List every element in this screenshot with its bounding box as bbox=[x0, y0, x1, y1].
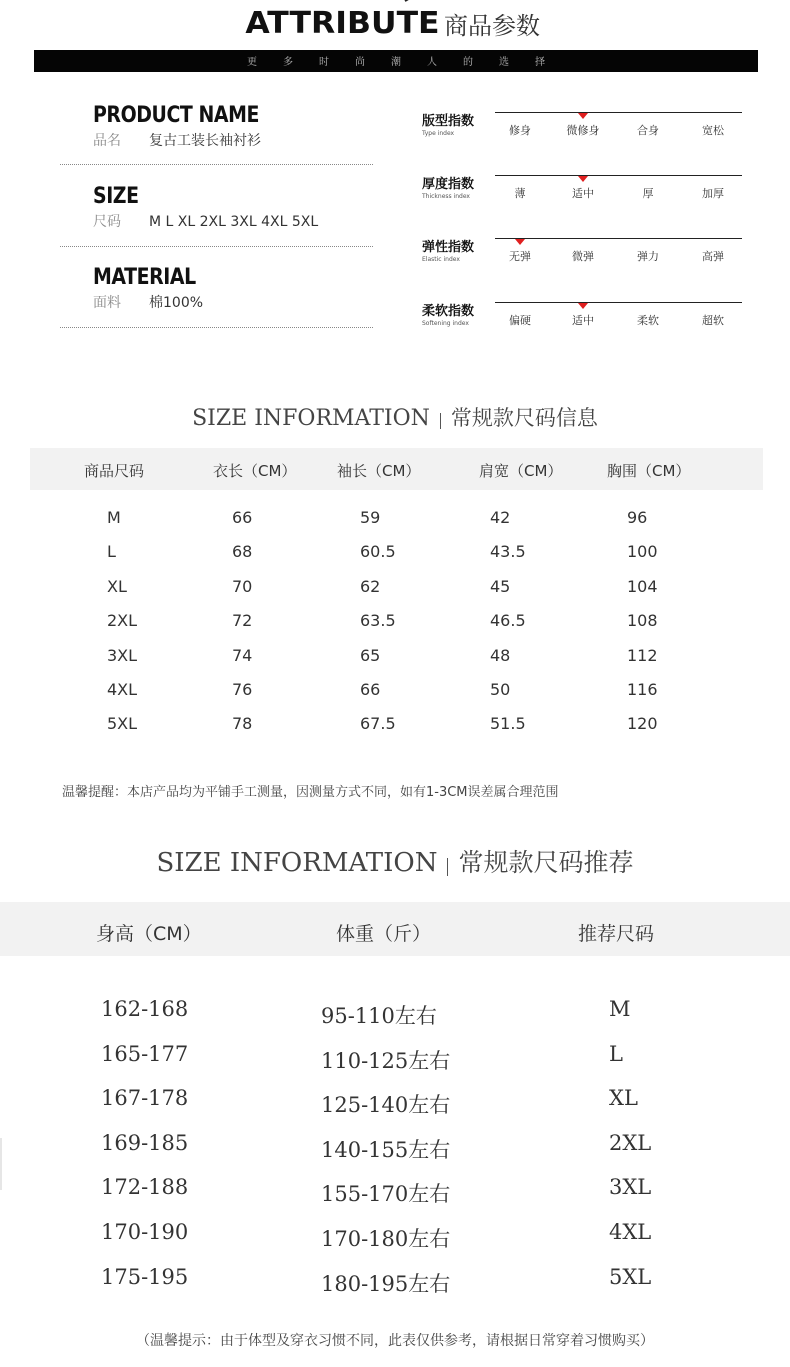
divider bbox=[60, 164, 373, 165]
index-option: 宽松 bbox=[702, 124, 724, 137]
size-recommend-title bbox=[0, 843, 790, 879]
size-table-cell: 59 bbox=[360, 508, 381, 527]
recommend-table-header: 推荐尺码 bbox=[578, 923, 655, 945]
index-title-zh: 厚度指数 bbox=[422, 177, 475, 192]
size-table-cell: 66 bbox=[232, 508, 253, 527]
size-table-cell: 2XL bbox=[107, 611, 138, 631]
size-table-cell: 74 bbox=[232, 645, 253, 665]
index-option: 柔软 bbox=[637, 314, 659, 327]
index-option: 适中 bbox=[572, 187, 594, 200]
size-table-cell: 68 bbox=[232, 542, 253, 562]
size-recommend-title-zh: 常规款尺码推荐 bbox=[458, 848, 634, 877]
size-table-cell: 62 bbox=[360, 576, 381, 596]
attr-material-title: MATERIAL bbox=[93, 265, 196, 290]
recommend-table-cell: 125-140左右 bbox=[321, 1093, 451, 1118]
recommend-table-cell: 4XL bbox=[609, 1220, 652, 1244]
recommend-table-cell: 172-188 bbox=[101, 1175, 189, 1200]
index-title bbox=[422, 300, 474, 327]
index-option: 微弹 bbox=[572, 250, 594, 263]
recommend-table-cell: 162-168 bbox=[101, 997, 189, 1021]
index-title-zh: 柔软指数 bbox=[422, 304, 475, 319]
index-title-en: Type index bbox=[422, 130, 455, 137]
size-info-title bbox=[0, 402, 790, 432]
size-table-header: 肩宽（CM） bbox=[479, 462, 563, 480]
attr-product-name-value: 复古工装长袖衬衫 bbox=[149, 133, 261, 149]
size-table-cell: 3XL bbox=[107, 645, 138, 665]
size-table-cell: 4XL bbox=[107, 680, 138, 699]
size-table-cell: 65 bbox=[360, 645, 381, 665]
title-separator bbox=[447, 858, 448, 876]
index-selected-marker bbox=[578, 303, 588, 309]
recommend-table-header: 体重（斤） bbox=[336, 923, 432, 945]
index-title bbox=[422, 236, 474, 263]
index-option: 超软 bbox=[702, 314, 724, 327]
index-selected-marker bbox=[578, 113, 588, 119]
divider bbox=[60, 327, 373, 328]
index-scale-line bbox=[495, 238, 742, 239]
size-table-header: 衣长（CM） bbox=[213, 462, 297, 480]
size-table-cell: 78 bbox=[232, 714, 253, 734]
index-option: 高弹 bbox=[702, 250, 724, 263]
index-option: 修身 bbox=[509, 124, 531, 137]
edge-mark bbox=[0, 1138, 2, 1190]
size-info-title-zh: 常规款尺码信息 bbox=[450, 406, 598, 430]
recommend-table-cell: 167-178 bbox=[101, 1086, 189, 1111]
recommend-table-header: 身高（CM） bbox=[96, 923, 202, 945]
index-selected-marker bbox=[515, 239, 525, 245]
recommend-table-cell: 180-195左右 bbox=[321, 1271, 451, 1296]
recommend-table-cell: 140-155左右 bbox=[321, 1137, 451, 1162]
recommend-table-cell: 169-185 bbox=[101, 1130, 189, 1155]
index-title bbox=[422, 110, 474, 137]
size-table-cell: 108 bbox=[627, 611, 658, 631]
index-title-en: Softening index bbox=[422, 320, 469, 327]
attr-size-label: 尺码 bbox=[93, 214, 121, 230]
size-info-note: 温馨提醒：本店产品均为平铺手工测量，因测量方式不同，如有1-3CM误差属合理范围 bbox=[62, 785, 559, 800]
size-table-cell: 116 bbox=[627, 680, 658, 699]
index-option: 加厚 bbox=[702, 187, 724, 200]
recommend-table-cell: 170-180左右 bbox=[321, 1227, 451, 1251]
header-title-en: ATTRIBUTE bbox=[245, 6, 440, 41]
size-info-title-en: SIZE INFORMATION bbox=[192, 406, 430, 431]
index-option: 偏硬 bbox=[509, 314, 531, 327]
page-header bbox=[0, 6, 790, 44]
size-table-cell: 43.5 bbox=[490, 542, 526, 562]
size-table-cell: 70 bbox=[232, 576, 253, 596]
recommend-table-cell: 95-110左右 bbox=[321, 1004, 437, 1028]
size-table-cell: 104 bbox=[627, 576, 658, 596]
size-table-cell: 51.5 bbox=[490, 714, 526, 734]
size-table-cell: 67.5 bbox=[360, 714, 396, 734]
size-table-cell: 96 bbox=[627, 508, 648, 527]
attr-size-title: SIZE bbox=[93, 184, 139, 209]
index-scale-line bbox=[495, 112, 742, 113]
size-table-cell: 50 bbox=[490, 680, 511, 699]
attr-size-value: M L XL 2XL 3XL 4XL 5XL bbox=[149, 214, 319, 230]
recommend-table-cell: 175-195 bbox=[101, 1264, 189, 1289]
index-option: 薄 bbox=[514, 187, 526, 200]
index-title-en: Thickness index bbox=[422, 193, 470, 200]
size-table-cell: 100 bbox=[627, 542, 658, 562]
recommend-table-cell: 5XL bbox=[609, 1264, 652, 1289]
index-title-en: Elastic index bbox=[422, 256, 460, 263]
recommend-table-cell: 170-190 bbox=[101, 1220, 189, 1244]
recommend-table-cell: 2XL bbox=[609, 1130, 652, 1155]
index-option: 厚 bbox=[642, 187, 654, 200]
size-table-header: 袖长（CM） bbox=[337, 462, 421, 480]
attr-material-label: 面料 bbox=[93, 295, 121, 311]
size-table-cell: 46.5 bbox=[490, 611, 526, 631]
recommend-table-cell: L bbox=[609, 1041, 623, 1066]
recommend-table-cell: 165-177 bbox=[101, 1041, 189, 1066]
index-option: 适中 bbox=[572, 314, 594, 327]
size-recommend-note: （温馨提示：由于体型及穿衣习惯不同，此表仅供参考，请根据日常穿着习惯购买） bbox=[136, 1333, 654, 1349]
index-title bbox=[422, 173, 474, 200]
attr-size bbox=[93, 184, 318, 231]
size-table-cell: 63.5 bbox=[360, 611, 396, 631]
index-option: 弹力 bbox=[637, 250, 659, 263]
size-table-cell: 5XL bbox=[107, 714, 138, 734]
index-title-zh: 版型指数 bbox=[422, 114, 475, 129]
recommend-table-cell: 3XL bbox=[609, 1175, 652, 1200]
index-option: 微修身 bbox=[566, 124, 600, 137]
index-title-zh: 弹性指数 bbox=[422, 240, 475, 255]
attr-material-value: 棉100% bbox=[149, 295, 204, 311]
recommend-table-cell: XL bbox=[609, 1086, 638, 1111]
size-recommend-title-en: SIZE INFORMATION bbox=[156, 848, 438, 878]
attr-product-name-label: 品名 bbox=[93, 133, 121, 149]
size-table-cell: M bbox=[107, 508, 121, 527]
index-selected-marker bbox=[578, 176, 588, 182]
title-separator bbox=[440, 413, 441, 429]
size-table-cell: 66 bbox=[360, 680, 381, 699]
recommend-table-cell: M bbox=[609, 997, 631, 1021]
size-table-cell: 76 bbox=[232, 680, 253, 699]
index-scale-line bbox=[495, 302, 742, 303]
index-scale-line bbox=[495, 175, 742, 176]
index-option: 合身 bbox=[637, 124, 659, 137]
header-black-bar bbox=[34, 50, 758, 72]
size-table-header: 胸围（CM） bbox=[607, 462, 691, 480]
size-table-header: 商品尺码 bbox=[84, 462, 145, 480]
size-table-cell: 72 bbox=[232, 611, 253, 631]
recommend-table-cell: 110-125左右 bbox=[321, 1048, 451, 1073]
size-table-cell: 112 bbox=[627, 645, 658, 665]
size-table-cell: 60.5 bbox=[360, 542, 396, 562]
header-title-zh: 商品参数 bbox=[444, 12, 541, 40]
divider bbox=[60, 246, 373, 247]
size-table-cell: 48 bbox=[490, 645, 511, 665]
size-table-cell: XL bbox=[107, 576, 127, 596]
attr-product-name bbox=[93, 103, 286, 150]
decorative-stroke bbox=[405, 0, 429, 2]
size-table-cell: 45 bbox=[490, 576, 511, 596]
size-table-cell: L bbox=[107, 542, 116, 562]
size-table-cell: 120 bbox=[627, 714, 658, 734]
attr-material bbox=[93, 265, 212, 312]
size-table-cell: 42 bbox=[490, 508, 511, 527]
attr-product-name-title: PRODUCT NAME bbox=[93, 103, 260, 128]
recommend-table-cell: 155-170左右 bbox=[321, 1182, 451, 1207]
index-option: 无弹 bbox=[509, 250, 531, 263]
header-bar-text: 更多时尚潮人的选择 bbox=[247, 57, 571, 68]
